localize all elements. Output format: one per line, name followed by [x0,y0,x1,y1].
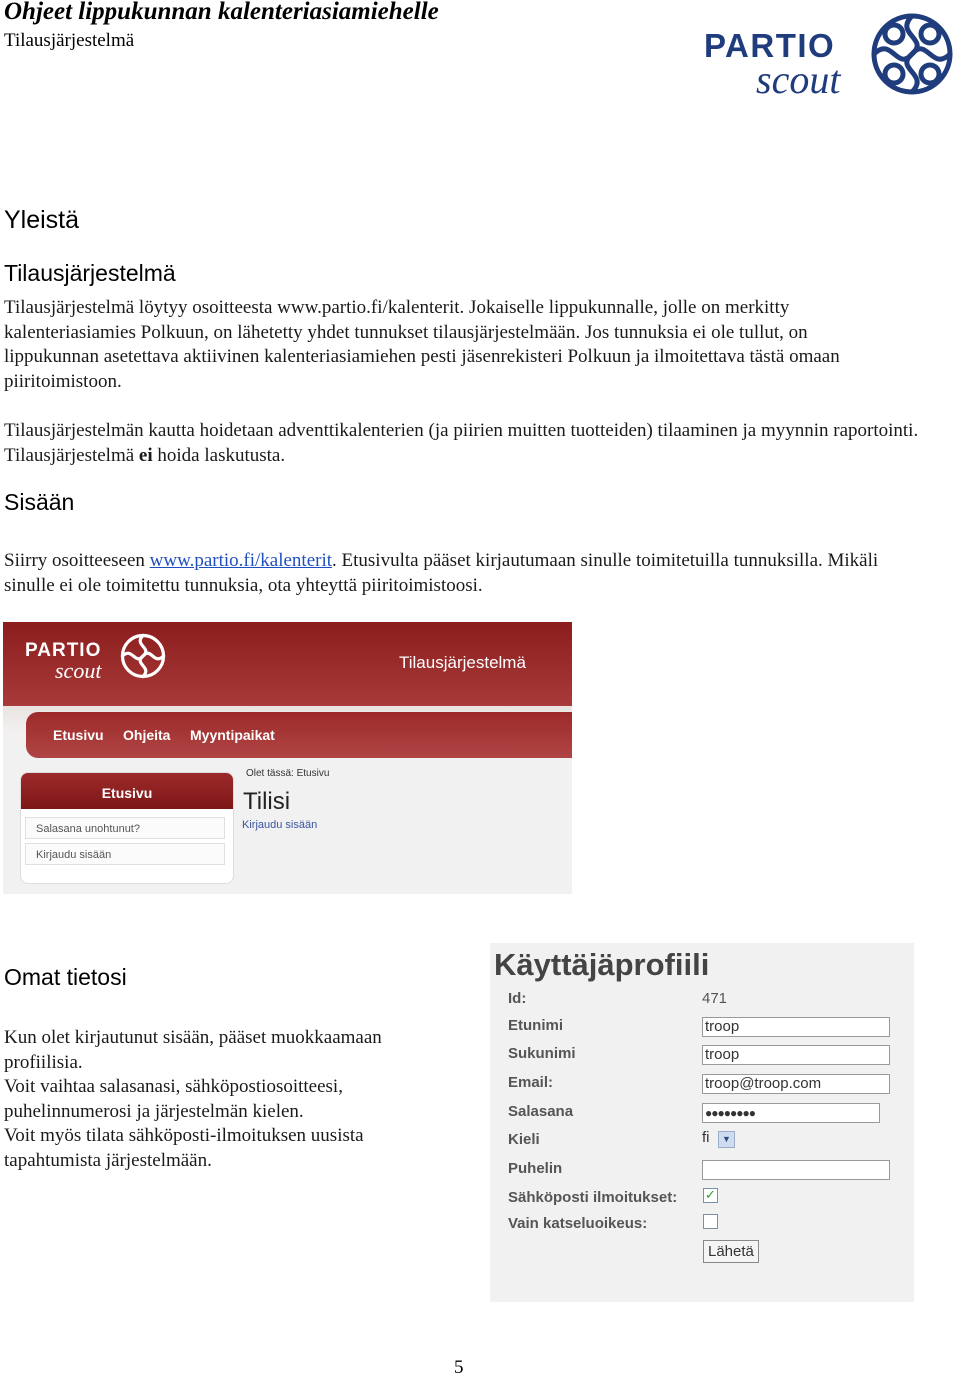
page-number: 5 [454,1357,464,1378]
profile-label-id: Id: [508,990,527,1007]
screenshot-nav-etusivu[interactable]: Etusivu [53,727,104,743]
paragraph-omat-line-3: Voit myös tilata sähköposti-ilmoituksen uusista tapahtumista järjestelmään. [4,1125,364,1171]
profile-label-lastname: Sukunimi [508,1045,576,1062]
paragraph-tilaus-2-text-b: hoida laskutusta. [152,444,286,466]
paragraph-omat-line-1: Kun olet kirjautunut sisään, pääset muokkaamaan profiilisia. [4,1027,382,1073]
screenshot-nav-bar [26,712,572,758]
heading-tilausjarjestelma: Tilausjärjestelmä [4,260,176,286]
profile-language-select[interactable] [702,1129,738,1149]
profile-readonly-checkbox[interactable] [703,1214,718,1229]
document-title: Ohjeet lippukunnan kalenteriasiamiehelle [4,0,439,25]
profile-phone-field[interactable] [702,1160,890,1180]
profile-submit-button[interactable]: Lähetä [703,1240,759,1263]
profile-label-firstname: Etunimi [508,1017,563,1034]
screenshot-logo-partio: PARTIO [25,640,102,661]
profile-notifications-checkbox[interactable]: ✓ [703,1188,718,1203]
profile-label-phone: Puhelin [508,1160,563,1177]
paragraph-sisaan-text-b: . Etusivulta pääset kirjautumaan sinulle toimitetuilla tunnuksilla. Mikäli sinulle ei ole toimitettu tunnuksia, ota yhteyttä piiritoimistoosi. [4,550,879,596]
screenshot-breadcrumb-label: Olet tässä: [246,768,294,779]
screenshot-forgot-password-link[interactable]: Salasana unohtunut? [25,817,225,839]
screenshot-nav-myyntipaikat[interactable]: Myyntipaikat [190,727,275,743]
screenshot-site-title: Tilausjärjestelmä [399,653,526,672]
paragraph-tilaus-1 [4,296,904,394]
profile-title: Käyttäjäprofiili [494,947,710,982]
profile-label-notifications: Sähköposti ilmoitukset: [508,1189,678,1206]
scout-emblem-icon [864,4,960,104]
paragraph-omat-line-2: Voit vaihtaa salasanasi, sähköpostiosoitteesi, puhelinnumerosi ja järjestelmän kielen. [4,1076,343,1122]
profile-password-field[interactable]: ●●●●●●●● [702,1103,880,1123]
profile-label-language: Kieli [508,1131,540,1148]
document-subtitle: Tilausjärjestelmä [4,30,135,51]
login-page-screenshot [3,622,572,894]
screenshot-side-panel [20,772,234,884]
profile-language-value: fi [702,1129,710,1146]
paragraph-tilaus-1-text: Tilausjärjestelmä löytyy osoitteesta www.partio.fi/kalenterit. Jokaiselle lippukunnalle, jolle on merkitty kalenteriasiamies Polkuun, on lähetetty yhdet tunnukset tilausjärjestelmään. Jos tunnuksia ei ole tullut, on lippukunnan asetettava aktiivinen kalenteriasiamiehen pesti jäsenrekisteri Polkuun ja ilmoitettava tästä omaan piiritoimistoon. [4,297,840,392]
paragraph-sisaan [4,549,924,598]
screenshot-login-sublink[interactable]: Kirjaudu sisään [242,819,318,831]
logo-scout-text: scout [756,57,841,102]
screenshot-emblem-icon [116,629,170,683]
paragraph-omat [4,1026,444,1174]
paragraph-tilaus-2 [4,419,934,468]
screenshot-breadcrumb-value[interactable]: Etusivu [296,768,330,779]
screenshot-login-link[interactable]: Kirjaudu sisään [25,843,225,865]
screenshot-nav-ohjeita[interactable]: Ohjeita [123,727,171,743]
screenshot-logo-scout: scout [55,658,102,683]
user-profile-screenshot [490,943,914,1302]
heading-sisaan: Sisään [4,489,75,515]
heading-yleista: Yleistä [4,206,80,234]
logo-partio-text: PARTIO [704,27,836,64]
kalenterit-link[interactable]: www.partio.fi/kalenterit [149,550,333,571]
profile-label-readonly: Vain katseluoikeus: [508,1215,648,1232]
profile-label-email: Email: [508,1074,554,1091]
chevron-down-icon: ▼ [718,1131,735,1148]
screenshot-page-heading: Tilisi [243,788,291,815]
profile-id-value: 471 [702,990,728,1007]
profile-lastname-field[interactable]: troop [702,1045,890,1065]
screenshot-side-heading: Etusivu [21,773,233,809]
paragraph-tilaus-2-emphasis: ei [138,444,153,466]
screenshot-breadcrumb [246,768,329,779]
partio-scout-logo [700,4,960,104]
profile-email-field[interactable]: troop@troop.com [702,1074,890,1094]
profile-label-password: Salasana [508,1103,574,1120]
heading-omat-tietosi: Omat tietosi [4,964,127,990]
profile-firstname-field[interactable]: troop [702,1017,890,1037]
paragraph-tilaus-2-text-a: Tilausjärjestelmän kautta hoidetaan adventtikalenterien (ja piirien muitten tuotteiden) tilaaminen ja myynnin raportointi. Tilausjärjestelmä [4,420,919,466]
paragraph-sisaan-text-a: Siirry osoitteeseen [4,550,150,571]
